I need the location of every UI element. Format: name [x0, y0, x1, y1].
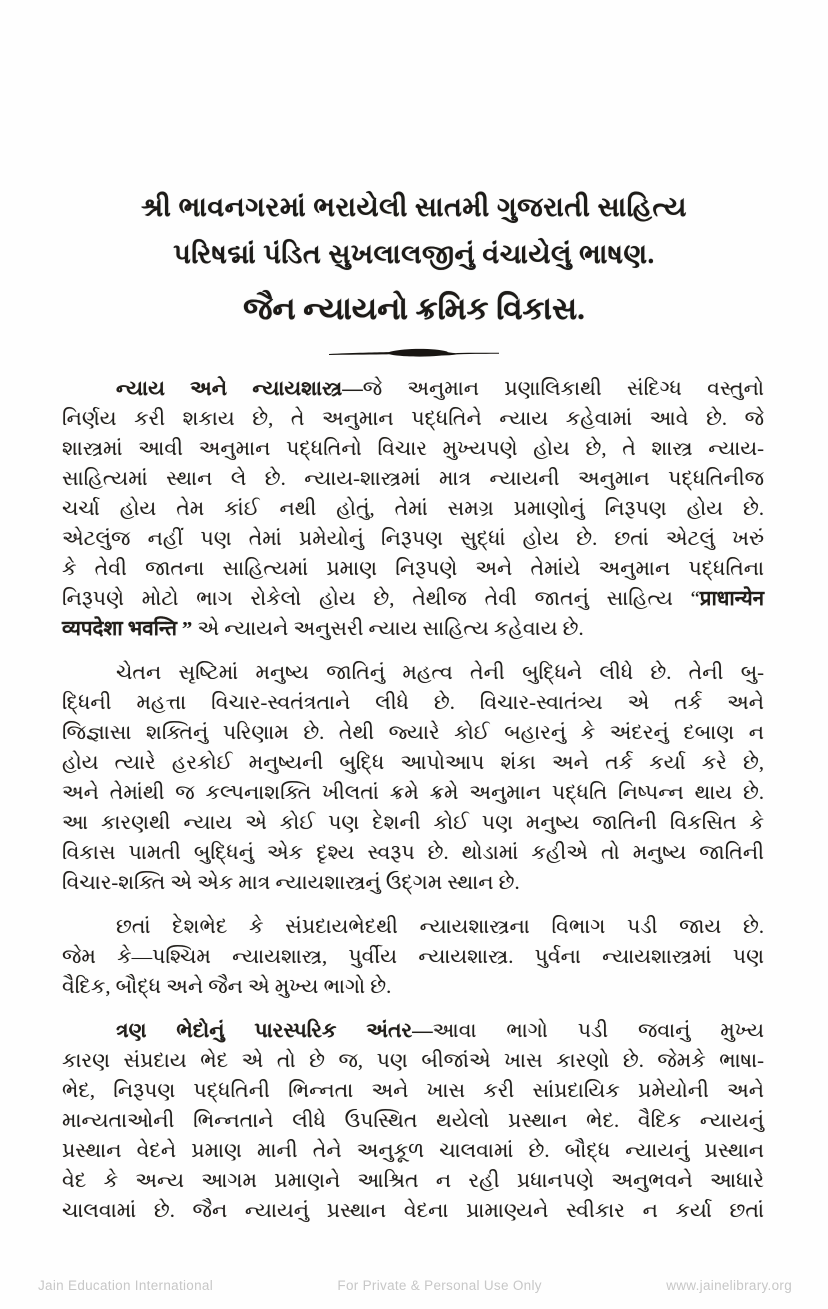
body-line: વિકાસ પામતી બુદ્ધિનું એક દૃશ્ય સ્વરૂપ છે. થોડામાં કહીએ તો મનુષ્ય જાતિની [62, 842, 764, 864]
sanskrit-quote: व्यपदेशा भवन्ति ” [62, 618, 193, 640]
body-line: એટલુંજ નહીં પણ તેમાં પ્રમેયોનું નિરૂપણ સુદ્ધાં હોય છે. છતાં એટલું ખરું [62, 528, 764, 550]
title-block [0, 0, 828, 330]
body-line: કે તેવી જાતના સાહિત્યમાં પ્રમાણ નિરૂપણે અને તેમાંયે અનુમાન પદ્ધતિના [62, 558, 764, 580]
body-line: છતાં દેશભેદ કે સંપ્રદાયભેદથી ન્યાયશાસ્ત્રના વિભાગ પડી જાય છે. [116, 916, 764, 938]
body-line-text: એ ન્યાયને અનુસરી ન્યાય સાહિત્ય કહેવાય છે. [192, 618, 584, 640]
body-line: પ્રસ્થાન વેદને પ્રમાણ માની તેને અનુકૂળ ચાલવામાં છે. બૌદ્ધ ન્યાયનું પ્રસ્થાન [62, 1140, 764, 1162]
body-line: વૈદિક, બૌદ્ધ અને જૈન એ મુખ્ય ભાગો છે. [62, 976, 392, 998]
paragraph-2 [62, 658, 764, 898]
body-line [62, 614, 764, 644]
body-line [62, 1016, 764, 1046]
page-footer [0, 1278, 828, 1293]
body-line: માન્યતાઓની ભિન્નતાને લીધે ઉપસ્થિત થયેલો પ્રસ્થાન ભેદ. વૈદિક ન્યાયનું [62, 1110, 764, 1132]
footer-usage-text: For Private & Personal Use Only [337, 1278, 542, 1293]
body-line: વેદ કે અન્ય આગમ પ્રમાણને આશ્રિત ન રહી પ્રધાનપણે અનુભવને આધારે [62, 1170, 764, 1192]
tapered-rule-icon [329, 346, 499, 360]
article-heading: જૈન ન્યાયનો ક્રમિક વિકાસ. [243, 291, 585, 326]
page-title-line2: પરિષદ્માં પંડિત સુખલાલજીનું વંચાયેલું ભાષણ. [173, 239, 655, 269]
paragraph-lead: ન્યાય અને ન્યાયશાસ્ત્ર— [116, 378, 363, 400]
body-line: અને તેમાંથી જ કલ્પનાશક્તિ ખીલતાં ક્રમે ક્રમે અનુમાન પદ્ધતિ નિષ્પન્ન થાય છે. [62, 782, 764, 804]
body-line: ભેદ, નિરૂપણ પદ્ધતિની ભિન્નતા અને ખાસ કરી સાંપ્રદાયિક પ્રમેયોની અને [62, 1080, 764, 1102]
footer-publisher-text: Jain Education International [38, 1278, 214, 1293]
body-line: જિજ્ઞાસા શક્તિનું પરિણામ છે. તેથી જ્યારે કોઈ બહારનું કે અંદરનું દબાણ ન [62, 722, 764, 744]
paragraph-3 [62, 912, 764, 1002]
body-line [62, 374, 764, 404]
page-title-line1: શ્રી ભાવનગરમાં ભરાયેલી સાતમી ગુજરાતી સાહિત્ય [141, 192, 687, 222]
body-line: વિચાર-શક્તિ એ એક માત્ર ન્યાયશાસ્ત્રનું ઉદ્ગમ સ્થાન છે. [62, 872, 520, 894]
body-line-text: નિરૂપણે મોટો ભાગ રોકેલો હોય છે, તેથીજ તેવી જાતનું સાહિત્ય “ [62, 588, 700, 610]
body-line: સાહિત્યમાં સ્થાન લે છે. ન્યાય-શાસ્ત્રમાં માત્ર ન્યાયની અનુમાન પદ્ધતિનીજ [62, 468, 764, 490]
body-line: દ્ધિની મહત્તા વિચાર-સ્વતંત્રતાને લીધે છે. વિચાર-સ્વાતંત્ર્ય એ તર્ક અને [62, 692, 764, 714]
body-line: જેમ કે—પશ્ચિમ ન્યાયશાસ્ત્ર, પુર્વીય ન્યાયશાસ્ત્ર. પુર્વના ન્યાયશાસ્ત્રમાં પણ [62, 946, 764, 968]
paragraph-4 [62, 1016, 764, 1226]
body-line: હોય ત્યારે હરકોઈ મનુષ્યની બુદ્ધિ આપોઆપ શંકા અને તર્ક કર્યા કરે છે, [62, 752, 764, 774]
body-line [62, 584, 764, 614]
body-line: ચેતન સૃષ્ટિમાં મનુષ્ય જાતિનું મહત્વ તેની બુદ્ધિને લીધે છે. તેની બુ- [116, 662, 764, 684]
body-line: આ કારણથી ન્યાય એ કોઈ પણ દેશની કોઈ પણ મનુષ્ય જાતિની વિકસિત કે [62, 812, 764, 834]
body-line: શાસ્ત્રમાં આવી અનુમાન પદ્ધતિનો વિચાર મુખ્યપણે હોય છે, તે શાસ્ત્ર ન્યાય- [62, 438, 764, 460]
body-line-text: જે અનુમાન પ્રણાલિકાથી સંદિગ્ધ વસ્તુનો [362, 378, 765, 400]
article-body [62, 374, 764, 1226]
body-line: ચર્ચા હોય તેમ કાંઈ નથી હોતું, તેમાં સમગ્ર પ્રમાણોનું નિરૂપણ હોય છે. [62, 498, 764, 520]
body-line-text: આવા ભાગો પડી જવાનું મુખ્ય [432, 1020, 764, 1042]
body-line: નિર્ણય કરી શકાય છે, તે અનુમાન પદ્ધતિને ન્યાય કહેવામાં આવે છે. જે [62, 408, 764, 430]
body-line: કારણ સંપ્રદાય ભેદ એ તો છે જ, પણ બીજાંએ ખાસ કારણો છે. જેમકે ભાષા- [62, 1050, 764, 1072]
footer-website-text: www.jainelibrary.org [666, 1278, 792, 1293]
sanskrit-quote: प्राधान्येन [699, 588, 764, 610]
paragraph-lead: ત્રણ ભેદોનું પારસ્પરિક અંતર— [116, 1020, 433, 1042]
body-line: ચાલવામાં છે. જૈન ન્યાયનું પ્રસ્થાન વેદના પ્રામાણ્યને સ્વીકાર ન કર્યા છતાં [62, 1200, 764, 1222]
paragraph-1 [62, 374, 764, 644]
